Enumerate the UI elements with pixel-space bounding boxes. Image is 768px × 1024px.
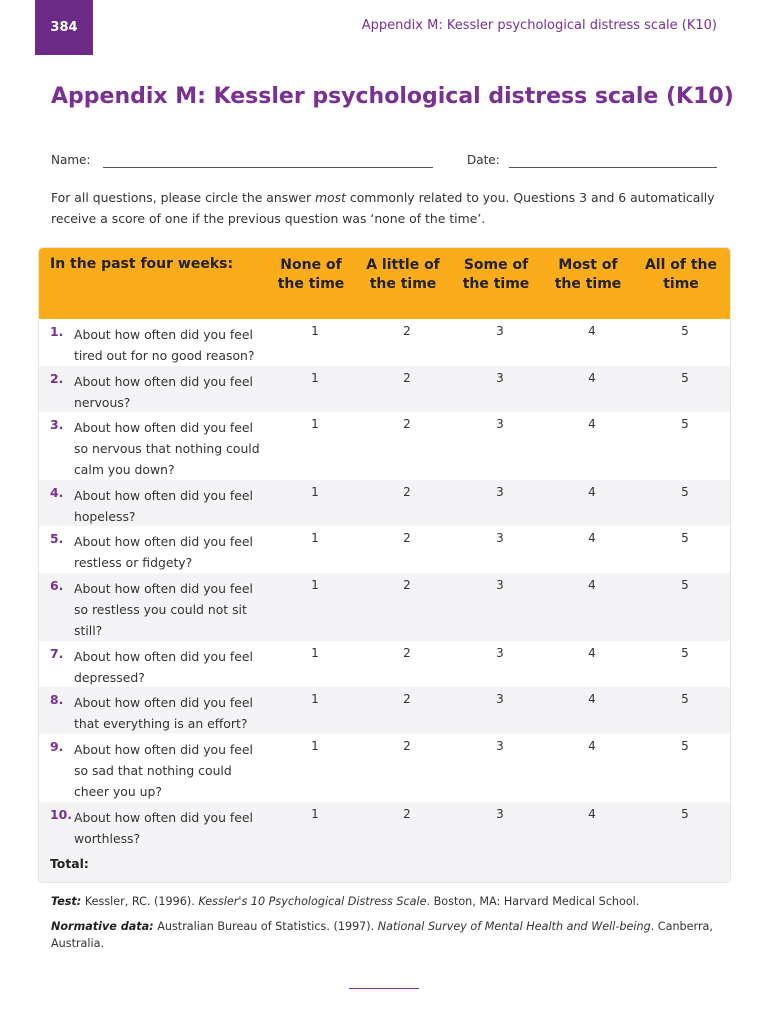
normative-rest: . Canberra, Australia. [51,920,713,950]
score-option[interactable]: 3 [496,417,504,431]
score-option[interactable]: 3 [496,578,504,592]
score-option[interactable]: 4 [588,485,596,499]
score-option[interactable]: 2 [403,807,411,821]
test-title: Kessler's 10 Psychological Distress Scale [198,895,427,908]
score-option[interactable]: 5 [681,417,689,431]
header-question: In the past four weeks: [50,256,234,272]
score-option[interactable]: 1 [311,485,319,499]
question-number: 9. [50,739,64,754]
date-label: Date: [467,153,500,167]
question-number: 2. [50,371,64,386]
table-row [39,734,730,802]
column-header: None of the time [277,257,345,292]
score-option[interactable]: 2 [403,739,411,753]
question-number: 10. [50,807,72,822]
score-option[interactable]: 4 [588,739,596,753]
column-header: Most of the time [554,257,622,292]
score-option[interactable]: 3 [496,485,504,499]
score-option[interactable]: 3 [496,371,504,385]
page-title: Appendix M: Kessler psychological distress scale (K10) [51,84,734,109]
score-option[interactable]: 3 [496,324,504,338]
table-row [39,480,730,526]
total-label: Total: [50,856,89,871]
total-row [39,848,730,883]
question-text: About how often did you feel that everything is an effort? [74,695,253,731]
question-number: 3. [50,417,64,432]
test-rest: . Boston, MA: Harvard Medical School. [426,895,640,908]
score-option[interactable]: 5 [681,485,689,499]
score-option[interactable]: 3 [496,646,504,660]
score-option[interactable]: 2 [403,485,411,499]
score-option[interactable]: 4 [588,807,596,821]
table-row [39,802,730,848]
table-row [39,526,730,573]
instructions-emphasis: most [314,190,346,205]
question-number: 4. [50,485,64,500]
page-number: 384 [50,20,78,35]
score-option[interactable]: 4 [588,692,596,706]
question-text: About how often did you feel nervous? [74,374,253,410]
score-option[interactable]: 4 [588,578,596,592]
table-row [39,573,730,641]
score-option[interactable]: 1 [311,531,319,545]
name-label: Name: [51,153,91,167]
footer-rule [349,988,419,989]
score-option[interactable]: 3 [496,807,504,821]
score-option[interactable]: 5 [681,324,689,338]
score-option[interactable]: 5 [681,692,689,706]
score-option[interactable]: 3 [496,692,504,706]
score-option[interactable]: 3 [496,531,504,545]
page-number-tab [35,0,93,55]
question-text: About how often did you feel so sad that nothing could cheer you up? [74,742,253,799]
score-option[interactable]: 2 [403,646,411,660]
question-text: About how often did you feel so restless you could not sit still? [74,581,253,638]
column-header: A little of the time [366,257,440,292]
question-number: 7. [50,646,64,661]
score-option[interactable]: 1 [311,371,319,385]
score-option[interactable]: 5 [681,578,689,592]
score-option[interactable]: 4 [588,417,596,431]
column-header: All of the time [644,257,718,292]
table-header [39,248,730,319]
normative-reference [51,918,731,952]
score-option[interactable]: 1 [311,692,319,706]
table-row [39,319,730,366]
score-option[interactable]: 1 [311,324,319,338]
table-row [39,687,730,734]
score-option[interactable]: 3 [496,739,504,753]
score-option[interactable]: 2 [403,578,411,592]
question-text: About how often did you feel tired out for no good reason? [74,327,255,363]
instructions [51,187,731,229]
score-option[interactable]: 2 [403,531,411,545]
score-option[interactable]: 2 [403,371,411,385]
score-option[interactable]: 2 [403,324,411,338]
normative-title: National Survey of Mental Health and Well-being [377,920,651,933]
k10-table [38,247,731,883]
score-option[interactable]: 1 [311,417,319,431]
question-number: 1. [50,324,64,339]
test-label: Test: [51,895,82,908]
score-option[interactable]: 4 [588,646,596,660]
score-option[interactable]: 5 [681,807,689,821]
test-reference [51,893,731,910]
instructions-text-1: For all questions, please circle the answer [51,190,315,205]
question-text: About how often did you feel depressed? [74,649,253,685]
question-text: About how often did you feel restless or fidgety? [74,534,253,570]
score-option[interactable]: 1 [311,646,319,660]
test-author: Kessler, RC. (1996). [84,895,199,908]
date-field[interactable] [509,167,717,168]
score-option[interactable]: 2 [403,692,411,706]
name-field[interactable] [103,167,433,168]
normative-label: Normative data: [51,920,154,933]
score-option[interactable]: 2 [403,417,411,431]
column-header: Some of the time [462,257,530,292]
instructions-text-2: commonly related to you. Questions 3 and 6 automatically receive a score of one if the previous question was ‘none of the time’. [51,190,715,226]
question-number: 8. [50,692,64,707]
table-row [39,412,730,480]
question-number: 6. [50,578,64,593]
question-text: About how often did you feel worthless? [74,810,253,846]
score-option[interactable]: 4 [588,371,596,385]
score-option[interactable]: 1 [311,739,319,753]
question-text: About how often did you feel so nervous that nothing could calm you down? [74,420,260,477]
table-row [39,366,730,412]
normative-author: Australian Bureau of Statistics. (1997). [157,920,378,933]
table-row [39,641,730,687]
score-option[interactable]: 4 [588,531,596,545]
score-option[interactable]: 5 [681,646,689,660]
score-option[interactable]: 5 [681,531,689,545]
score-option[interactable]: 1 [311,578,319,592]
score-option[interactable]: 4 [588,324,596,338]
score-option[interactable]: 5 [681,371,689,385]
score-option[interactable]: 1 [311,807,319,821]
question-text: About how often did you feel hopeless? [74,488,253,524]
score-option[interactable]: 5 [681,739,689,753]
question-number: 5. [50,531,64,546]
running-head: Appendix M: Kessler psychological distress scale (K10) [361,18,717,33]
